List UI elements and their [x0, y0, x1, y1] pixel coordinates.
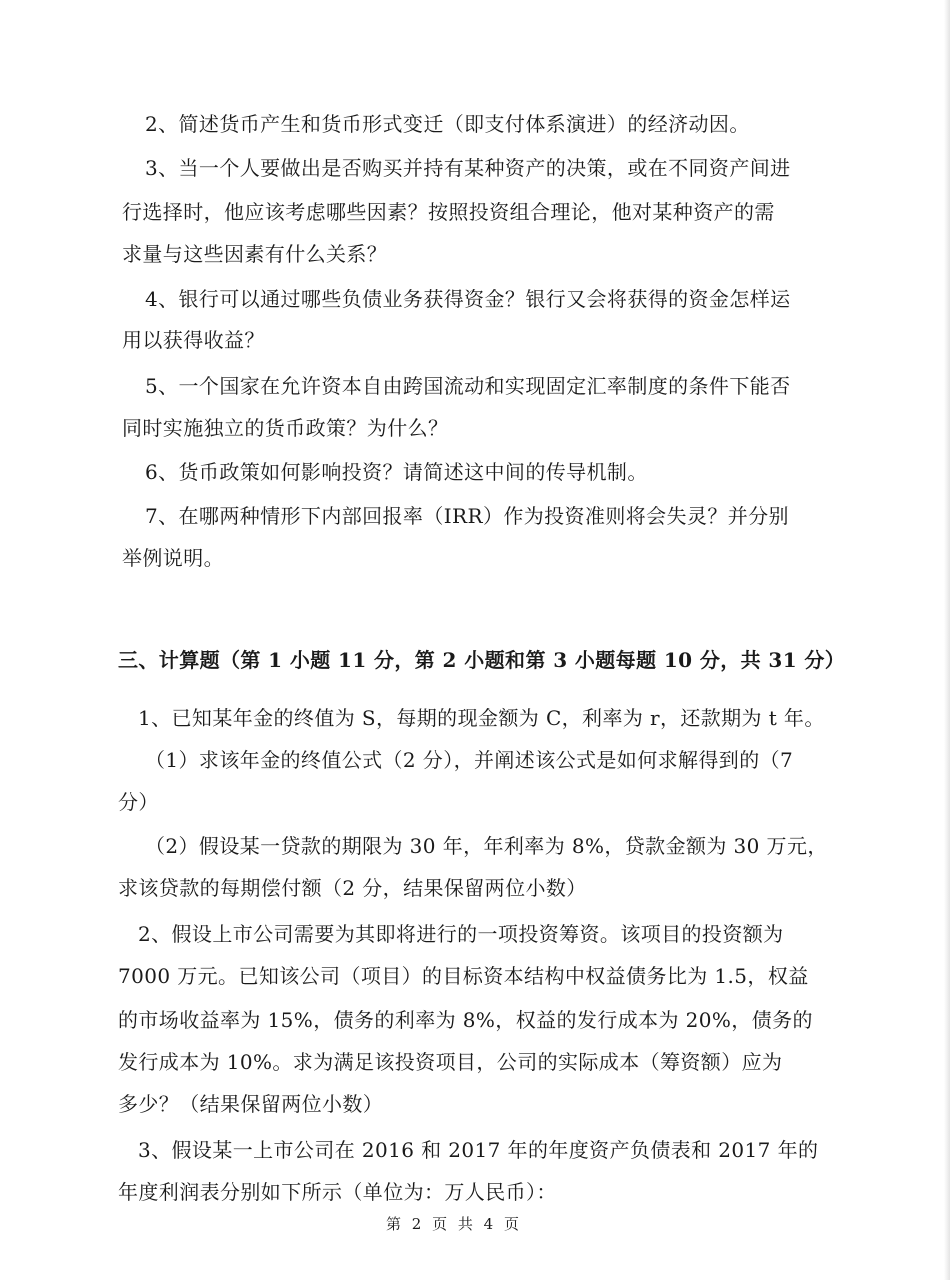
question-3-line-3: 求量与这些因素有什么关系？ — [122, 242, 388, 266]
question-5-line-2: 同时实施独立的货币政策？为什么？ — [122, 416, 449, 440]
problem-2-line-5: 多少？（结果保留两位小数） — [118, 1092, 384, 1116]
problem-2-line-3: 的市场收益率为 15%，债务的利率为 8%，权益的发行成本为 20%，债务的 — [118, 1008, 813, 1032]
question-6: 6、货币政策如何影响投资？请简述这中间的传导机制。 — [145, 460, 648, 484]
problem-1-sub-2-line-1: （2）假设某一贷款的期限为 30 年，年利率为 8%，贷款金额为 30 万元， — [145, 834, 828, 858]
question-7-line-2: 举例说明。 — [122, 546, 224, 570]
problem-1-sub-1-line-1: （1）求该年金的终值公式（2 分），并阐述该公式是如何求解得到的（7 — [145, 748, 794, 772]
question-4-line-2: 用以获得收益？ — [122, 328, 265, 352]
page-number: 第 2 页 共 4 页 — [386, 1215, 522, 1233]
problem-1-line-1: 1、已知某年金的终值为 S，每期的现金额为 C，利率为 r，还款期为 t 年。 — [138, 706, 825, 730]
problem-1-sub-2-line-2: 求该贷款的每期偿付额（2 分，结果保留两位小数） — [118, 876, 587, 900]
problem-3-line-1: 3、假设某一上市公司在 2016 和 2017 年的年度资产负债表和 2017 年的 — [138, 1138, 819, 1162]
problem-1-sub-1-line-2: 分） — [118, 790, 159, 814]
question-4-line-1: 4、银行可以通过哪些负债业务获得资金？银行又会将获得的资金怎样运 — [145, 287, 791, 311]
question-7-line-1: 7、在哪两种情形下内部回报率（IRR）作为投资准则将会失灵？并分别 — [145, 504, 789, 528]
question-2: 2、简述货币产生和货币形式变迁（即支付体系演进）的经济动因。 — [145, 112, 750, 136]
problem-3-line-2: 年度利润表分别如下所示（单位为：万人民币）： — [118, 1180, 557, 1204]
question-5-line-1: 5、一个国家在允许资本自由跨国流动和实现固定汇率制度的条件下能否 — [145, 374, 791, 398]
question-3-line-1: 3、当一个人要做出是否购买并持有某种资产的决策，或在不同资产间进 — [145, 156, 791, 180]
problem-2-line-1: 2、假设上市公司需要为其即将进行的一项投资筹资。该项目的投资额为 — [138, 922, 784, 946]
section-3-heading: 三、计算题（第 1 小题 11 分，第 2 小题和第 3 小题每题 10 分，共 31 分） — [118, 648, 846, 672]
problem-2-line-2: 7000 万元。已知该公司（项目）的目标资本结构中权益债务比为 1.5，权益 — [118, 964, 809, 988]
page-edge-shadow — [944, 0, 950, 1280]
question-3-line-2: 行选择时，他应该考虑哪些因素？按照投资组合理论，他对某种资产的需 — [122, 200, 775, 224]
problem-2-line-4: 发行成本为 10%。求为满足该投资项目，公司的实际成本（筹资额）应为 — [118, 1050, 783, 1074]
